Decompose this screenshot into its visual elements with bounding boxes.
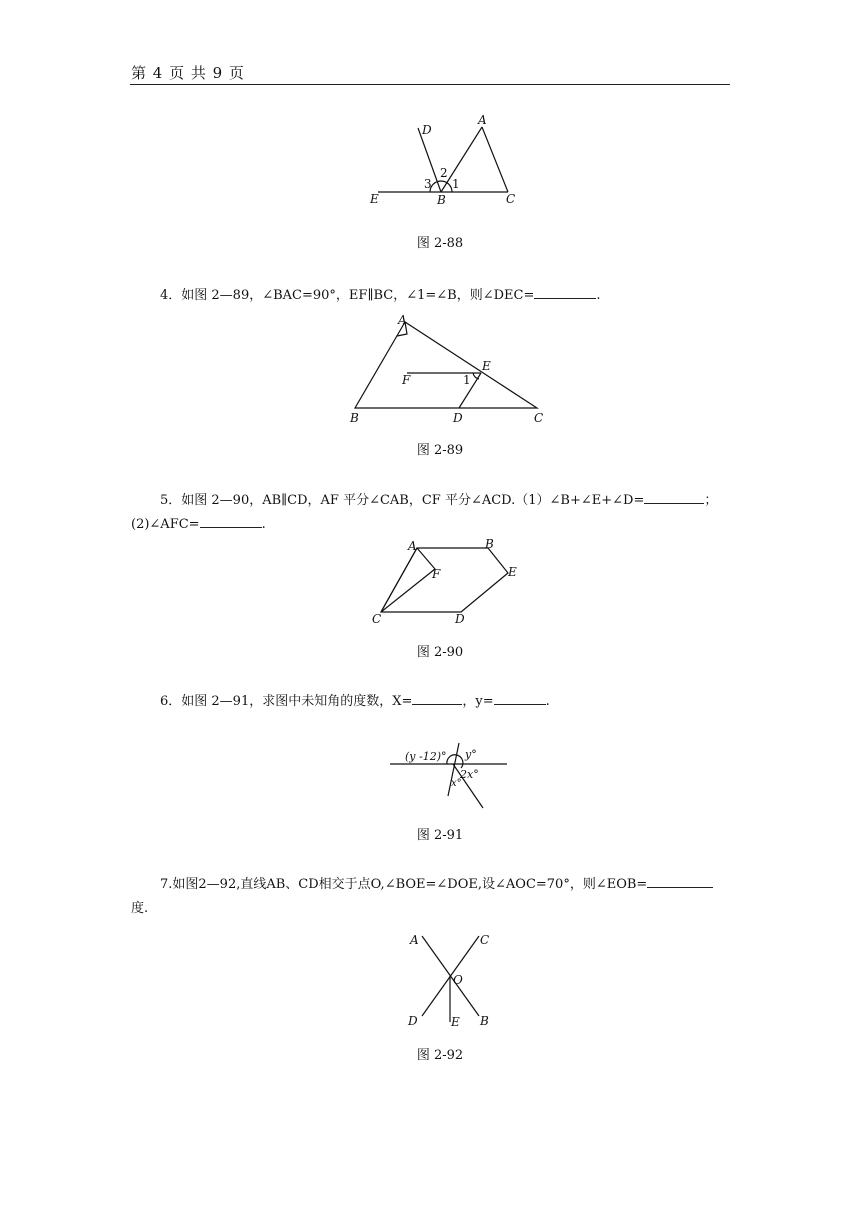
- label-d: D: [453, 411, 463, 425]
- label-b: B: [480, 1014, 489, 1028]
- label-1: 1: [463, 373, 471, 387]
- answer-blank-x[interactable]: [412, 690, 462, 705]
- label-e: E: [370, 192, 379, 206]
- line-afc: [381, 548, 435, 612]
- label-e: E: [451, 1015, 460, 1029]
- question-5-line-2: (2)∠AFC= .: [131, 513, 266, 537]
- polygon-abedc: [381, 548, 508, 612]
- label-1: 1: [452, 177, 460, 191]
- answer-blank-y[interactable]: [494, 690, 546, 705]
- answer-blank-eob[interactable]: [647, 873, 713, 888]
- label-a: A: [408, 539, 417, 553]
- label-e: E: [482, 359, 491, 373]
- caption-2-90: 图 2-90: [416, 645, 464, 660]
- label-c: C: [506, 192, 516, 206]
- label-e: E: [508, 565, 517, 579]
- figure-2-89: [345, 312, 555, 427]
- label-x: x°: [451, 778, 462, 789]
- label-f: F: [402, 373, 411, 387]
- label-c: C: [480, 933, 490, 947]
- label-c: C: [534, 411, 544, 425]
- label-b: B: [485, 537, 494, 551]
- figure-2-91: [385, 738, 515, 812]
- triangle-abc: [355, 322, 537, 408]
- label-b: B: [350, 411, 359, 425]
- label-d: D: [408, 1014, 418, 1028]
- question-4: 4．如图 2—89，∠BAC=90°，EF∥BC，∠1=∠B，则∠DEC= .: [160, 284, 600, 308]
- caption-2-89: 图 2-89: [416, 443, 464, 458]
- caption-2-88: 图 2-88: [416, 236, 464, 251]
- caption-2-91: 图 2-91: [416, 828, 464, 843]
- label-b: B: [437, 193, 446, 207]
- question-4-text: 4．如图 2—89，∠BAC=90°，EF∥BC，∠1=∠B，则∠DEC=: [160, 288, 535, 303]
- question-6: 6．如图 2—91，求图中未知角的度数，X= ，y= .: [160, 690, 550, 714]
- figure-2-88: [360, 110, 530, 210]
- page-header: 第 4 页 共 9 页: [131, 64, 245, 82]
- answer-blank-sum[interactable]: [644, 489, 704, 504]
- question-7-line-1: 7.如图2—92,直线AB、CD相交于点O,∠BOE=∠DOE,设∠AOC=70°，则∠EOB=: [160, 873, 713, 897]
- question-7-line-2: 度.: [131, 901, 149, 916]
- label-2: 2: [440, 166, 448, 180]
- question-5-line-1: 5．如图 2—90，AB∥CD，AF 平分∠CAB，CF 平分∠ACD.（1）∠B+∠E+∠D= ；: [160, 489, 717, 513]
- label-d: D: [422, 123, 432, 137]
- label-2x: 2x°: [460, 768, 479, 781]
- label-c: C: [372, 612, 382, 626]
- line-ac: [381, 548, 417, 612]
- label-o: O: [453, 973, 463, 987]
- label-a: A: [398, 313, 407, 327]
- answer-blank-afc[interactable]: [200, 513, 262, 528]
- line-ac: [482, 127, 508, 192]
- label-d: D: [455, 612, 465, 626]
- label-a: A: [478, 113, 487, 127]
- label-y12: (y -12)°: [405, 750, 447, 763]
- figure-2-92: [400, 930, 500, 1030]
- header-rule: [130, 84, 730, 85]
- caption-2-92: 图 2-92: [416, 1048, 464, 1063]
- label-3: 3: [424, 177, 432, 191]
- label-y: y°: [465, 748, 477, 761]
- answer-blank-dec[interactable]: [534, 284, 596, 299]
- label-f: F: [432, 567, 441, 581]
- figure-2-90: [365, 536, 535, 631]
- label-a: A: [410, 933, 419, 947]
